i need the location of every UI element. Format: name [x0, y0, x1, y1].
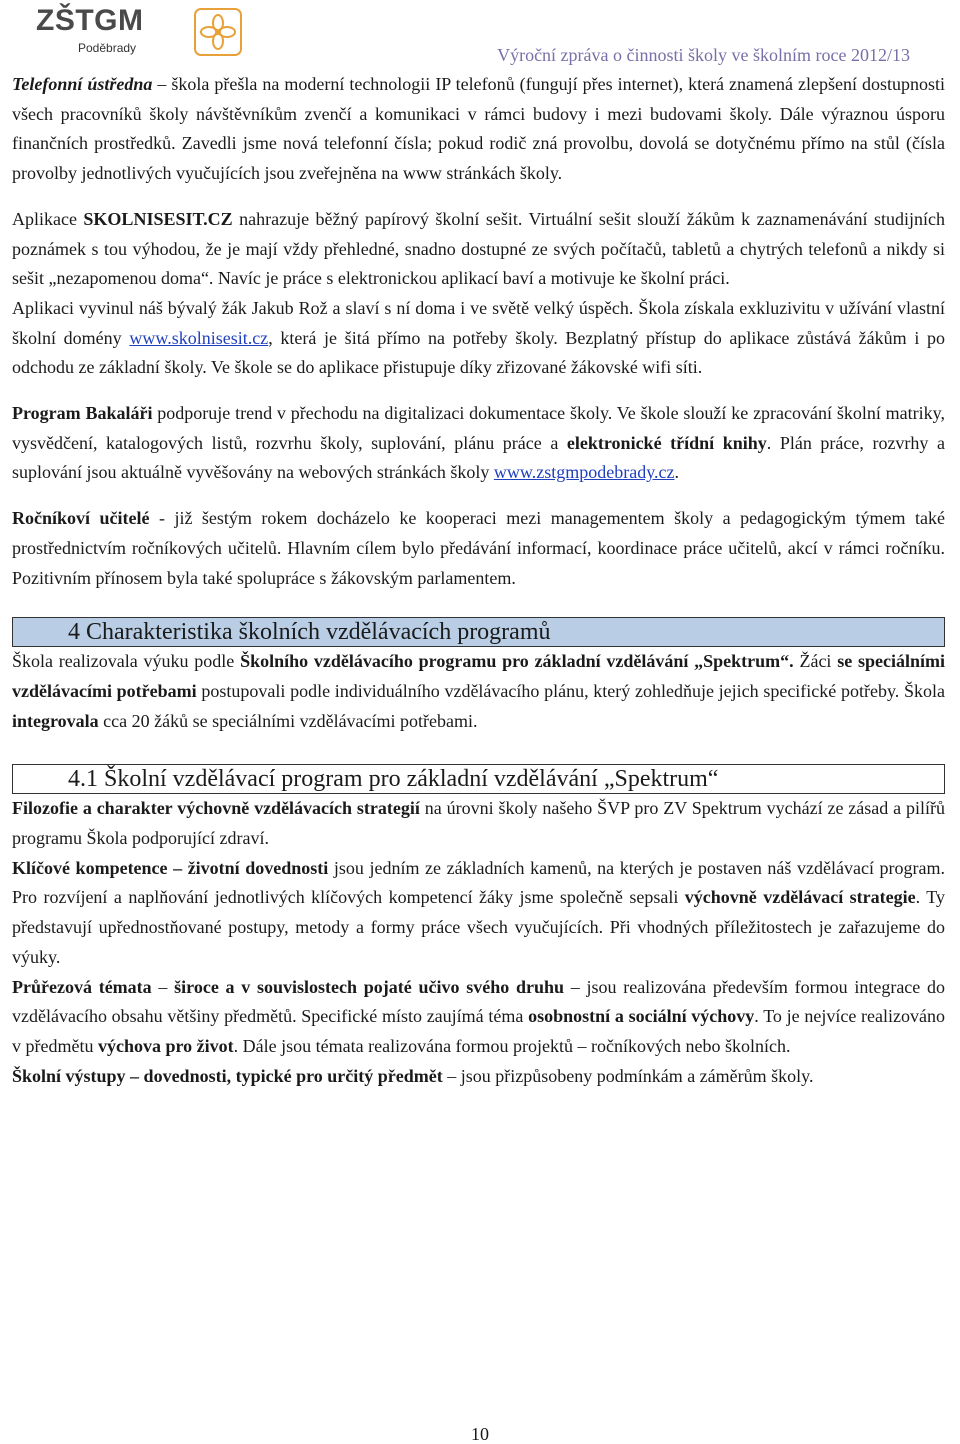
section-4-heading: 4 Charakteristika školních vzdělávacích programů: [12, 617, 945, 647]
bakalari-text-1: podporuje trend v přechodu na digitalizaci dokumentace školy. Ve škole slouží ke zpracování školní matriky, vysvědčení, katalogových listů, rozvrhu školy, suplování, plánu práce a: [12, 403, 945, 453]
kompetence-text-2: . Ty představují upřednostňované postupy, metody a formy práce všech vyučujících. Při vhodných příležitostech je zařazujeme do výuky.: [12, 887, 945, 967]
logo-subtitle: Poděbrady: [78, 41, 137, 55]
bakalari-bold-1: Program Bakaláři: [12, 403, 153, 424]
page-number: 10: [471, 1424, 489, 1444]
prurezova-paragraph: [12, 973, 945, 1062]
section-4-text-2: Žáci: [793, 651, 838, 672]
section-4-bold-1: Školního vzdělávacího programu pro základní vzdělávání „Spektrum“.: [240, 651, 794, 672]
section-4-text-4: cca 20 žáků se speciálními vzdělávacími potřebami.: [98, 710, 478, 731]
section-4-1-heading: 4.1 Školní vzdělávací program pro základní vzdělávání „Spektrum“: [12, 764, 945, 794]
school-logo: [36, 4, 216, 54]
prurezova-bold-4: výchova pro život: [97, 1035, 234, 1056]
kompetence-bold-2: výchovně vzdělávací strategie: [684, 887, 916, 908]
kompetence-text-1: jsou jedním ze základních kamenů, na kterých je postaven náš vzdělávací program. Pro rozvíjení a naplňování jednotlivých klíčových kompetencí žáky jsme společně sepsali: [12, 857, 945, 908]
section-4-text-3: postupovali podle individuálního vzdělávacího plánu, který zohledňuje jejich specifické potřeby. Škola: [196, 680, 945, 701]
telefonni-paragraph: [12, 70, 945, 189]
school-website-link[interactable]: www.zstgmpodebrady.cz: [493, 462, 675, 483]
bakalari-text-2: . Plán práce, rozvrhy a suplování jsou aktuálně vyvěšovány na webových stránkách školy: [12, 432, 945, 483]
report-title: Výroční zpráva o činnosti školy ve školním roce 2012/13: [497, 45, 910, 65]
skolnisesit-text-3: Aplikaci vyvinul náš bývalý žák Jakub Rož a slaví s ní doma i ve světě velký úspěch. Škola získala exkluzivitu v užívání vlastní školní domény: [12, 297, 945, 348]
skolnisesit-paragraph: [12, 205, 945, 294]
rocnikovi-bold: Ročníkoví učitelé: [12, 508, 150, 529]
flower-emblem-icon: [194, 8, 242, 56]
vystupy-bold: Školní výstupy – dovednosti, typické pro určitý předmět: [12, 1065, 443, 1086]
skolnisesit-bold: SKOLNISESIT.CZ: [83, 208, 233, 229]
prurezova-text-2: – jsou realizována především formou integrace do vzdělávacího obsahu většiny předmětů. Specifické místo zaujímá téma: [12, 976, 946, 1027]
skolnisesit-text-1: Aplikace: [12, 208, 84, 229]
logo-name: ZŠTGM: [36, 4, 144, 37]
prurezova-text-1: –: [151, 976, 175, 997]
prurezova-text-4: . Dále jsou témata realizována formou projektů – ročníkových nebo školních.: [233, 1035, 791, 1056]
skolnisesit-text-4: , která je šitá přímo na potřeby školy. Bezplatný přístup do aplikace zůstává žákům i po odchodu ze základní školy. Ve škole se do aplikace přistupuje díky zřizované žákovské wifi síti.: [12, 327, 946, 378]
section-4-bold-2: se speciálními vzdělávacími potřebami: [12, 651, 945, 701]
telefonni-text: – škola přešla na moderní technologii IP telefonů (fungují přes internet), která znamená zlepšení dostupnosti všech pracovníků školy návštěvníkům zvenčí a komunikaci v rámci budovy i mezi budovami školy. Dále výraznou úsporu finančních prostředků. Zavedli jsme nová telefonní čísla; pokud rodič zná provolbu, dovolá se dotyčnému přímo na stůl (čísla provolby jednotlivých vyučujících jsou zveřejněna na www stránkách školy.: [12, 74, 945, 184]
bakalari-text-3: .: [674, 462, 680, 483]
kompetence-bold-1: Klíčové kompetence – životní dovednosti: [12, 857, 329, 878]
filozofie-paragraph: [12, 794, 945, 853]
vystupy-text: – jsou přizpůsobeny podmínkám a záměrům školy.: [442, 1065, 814, 1086]
prurezova-text-3: . To je nejvíce realizováno v předmětu: [12, 1006, 945, 1056]
section-4-text-1: Škola realizovala výuku podle: [12, 651, 241, 672]
bakalari-bold-2: elektronické třídní knihy: [566, 432, 767, 453]
bakalari-paragraph: [12, 399, 945, 488]
prurezova-bold-2: široce a v souvislostech pojaté učivo svého druhu: [174, 976, 564, 997]
skolnisesit-link[interactable]: www.skolnisesit.cz: [129, 327, 269, 348]
kompetence-paragraph: [12, 854, 945, 973]
page-content: [12, 70, 945, 1091]
section-4-bold-3: integrovala: [12, 710, 99, 731]
skolnisesit-paragraph-2: [12, 294, 945, 383]
filozofie-text: na úrovni školy našeho ŠVP pro ZV Spektrum vychází ze zásad a pilířů programu Škola podporující zdraví.: [12, 798, 945, 849]
skolnisesit-text-2: nahrazuje běžný papírový školní sešit. Virtuální sešit slouží žákům k zaznamenávání studijních poznámek s tou výhodou, že je mají vždy přehledné, snadno dostupné ze svých počítačů, tabletů a chytrých telefonů a nikdy si sešit „nezapomenou doma“. Navíc je práce s elektronickou aplikací baví a motivuje ke školní práci.: [12, 208, 945, 289]
vystupy-paragraph: [12, 1062, 945, 1092]
prurezova-bold-3: osobnostní a sociální výchovy: [528, 1006, 755, 1027]
prurezova-bold-1: Průřezová témata: [12, 976, 152, 997]
rocnikovi-paragraph: [12, 504, 945, 593]
section-4-paragraph: [12, 647, 945, 736]
filozofie-bold: Filozofie a charakter výchovně vzdělávacích strategií: [12, 798, 420, 819]
telefonni-lead: Telefonní ústředna: [12, 74, 153, 94]
rocnikovi-text: - již šestým rokem docházelo ke kooperaci mezi managementem školy a pedagogickým týmem také prostřednictvím ročníkových učitelů. Hlavním cílem bylo předávání informací, koordinace práce učitelů, akcí v rámci ročníku. Pozitivním přínosem byla také spolupráce s žákovským parlamentem.: [12, 508, 945, 588]
